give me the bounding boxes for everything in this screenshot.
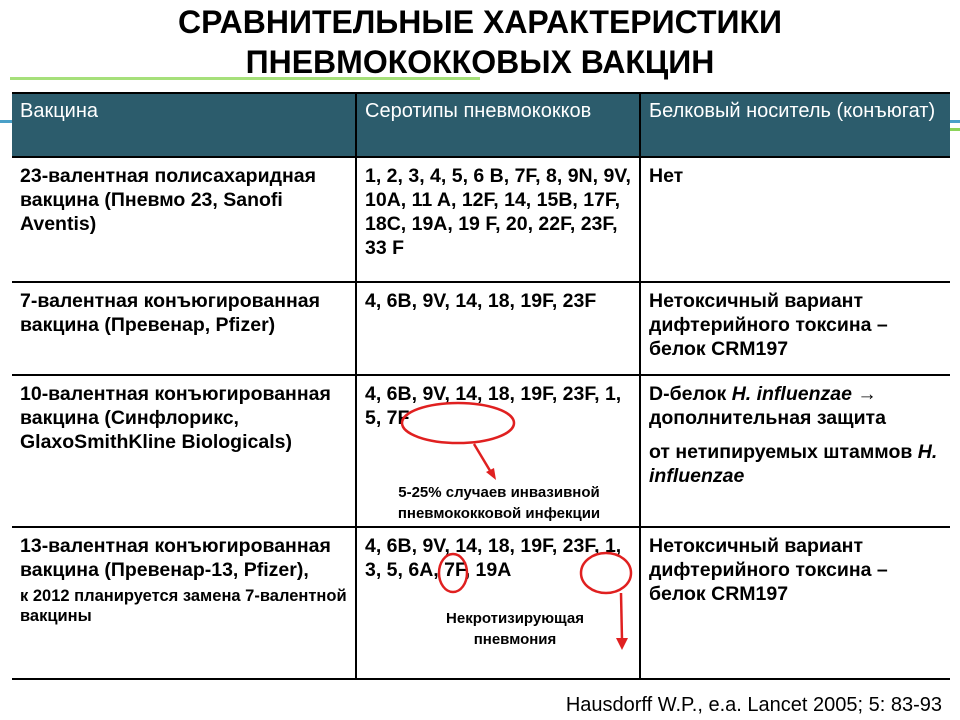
carrier-text: D-белок [649,383,732,405]
vaccine-note: к 2012 планируется замена 7-валентной вакцины [20,587,347,625]
arrow-line-19a [621,593,622,640]
citation: Hausdorff W.P., e.a. Lancet 2005; 5: 83-93 [565,694,942,716]
arrow-line-10v [474,444,492,474]
serotypes-text: 4, 6B, 9V, 14, 18, 19F, 23F, 1, 5, 7F [365,383,622,429]
column-header-carrier: Белковый носитель (конъюгат) [640,93,950,157]
highlight-ellipse-3 [439,554,467,592]
annotation-invasive-infection: 5-25% случаев инвазивной пневмококковой инфекции [397,484,601,522]
column-header-serotypes: Серотипы пневмококков [356,93,640,157]
arrow-head-10v [486,468,496,480]
carrier-text: от нетипируемых штаммов [649,441,918,463]
title-line-2: ПНЕВМОКОККОВЫХ ВАКЦИН [245,44,715,80]
vaccine-cell: 23-валентная полисахаридная вакцина (Пневмо 23, Sanofi Aventis) [12,157,356,282]
serotypes-cell: 4, 6B, 9V, 14, 18, 19F, 23F [356,282,640,375]
serotypes-text: 4, 6B, 9V, 14, 18, 19F, 23F, 1, 3, 5, 6A, 7F, 19A [365,535,622,581]
vaccine-cell: 10-валентная конъюгированная вакцина (Синфлорикс, GlaxoSmithKline Biologicals) [12,375,356,527]
arrow-head-19a [616,638,628,650]
serotypes-cell: 1, 2, 3, 4, 5, 6 B, 7F, 8, 9N, 9V, 10A, 11 A, 12F, 14, 15B, 17F, 18C, 19A, 19 F, 20, 22F, 23F, 33 F [356,157,640,282]
arrow-icon: → [851,383,877,405]
carrier-line-2: дополнительная защита [649,407,886,429]
species-name: H. influenzae [731,383,852,405]
annotation-necrotizing-pneumonia: Некротизирующая пневмония [446,610,584,648]
vaccine-cell: 7-валентная конъюгированная вакцина (Превенар, Pfizer) [12,282,356,375]
vaccine-text: 13-валентная конъюгированная вакцина (Превенар-13, Pfizer), [20,535,331,581]
carrier-cell: Нетоксичный вариант дифтерийного токсина – белок CRM197 [640,282,950,375]
carrier-cell: Нет [640,157,950,282]
title-line-1: СРАВНИТЕЛЬНЫЕ ХАРАКТЕРИСТИКИ [177,4,783,40]
species-name: H. influenzae [649,441,938,487]
highlight-ellipse-19a [581,553,631,593]
carrier-cell: Нетоксичный вариант дифтерийного токсина – белок CRM197 [640,527,950,679]
column-header-vaccine: Вакцина [12,93,356,157]
highlight-ellipse-10v [402,403,514,443]
